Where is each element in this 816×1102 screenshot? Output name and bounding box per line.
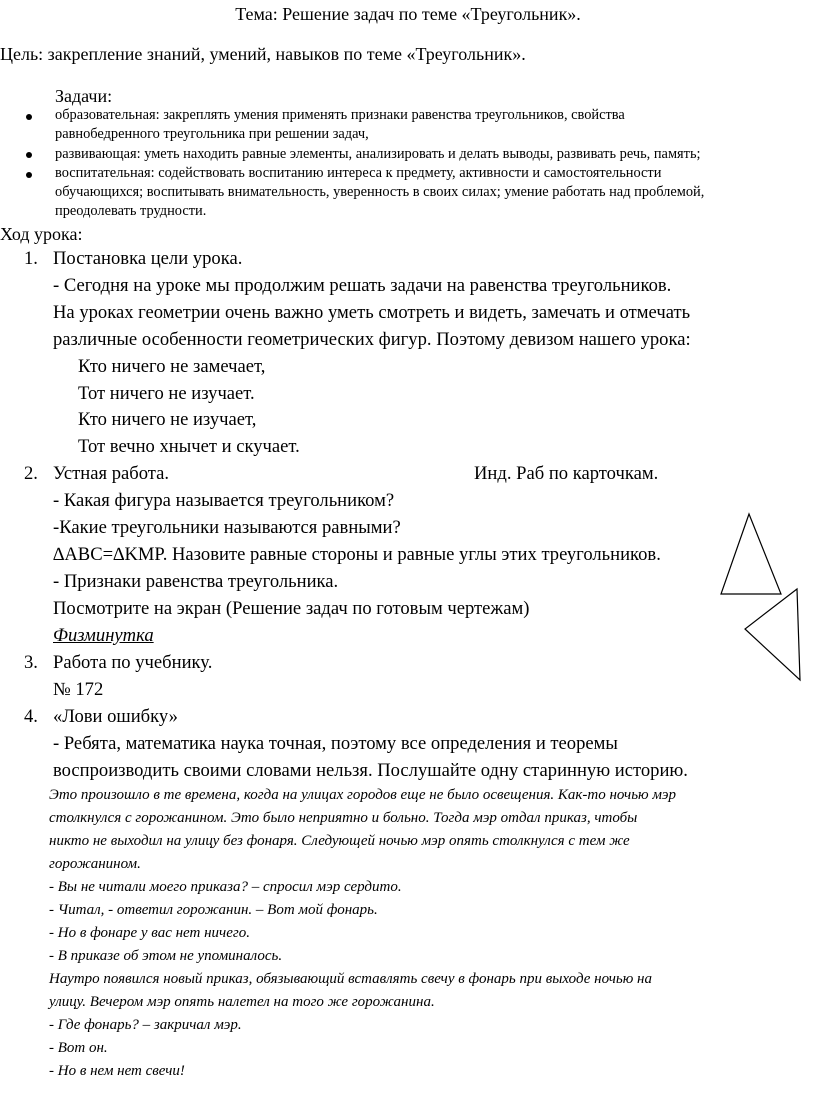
text-line: - Ребята, математика наука точная, поэтому все определения и теоремы (53, 733, 618, 754)
story-line: - Вы не читали моего приказа? – спросил мэр сердито. (49, 879, 402, 895)
poem-line: Кто ничего не замечает, (78, 356, 266, 377)
story-line: - В приказе об этом не упоминалось. (49, 948, 283, 964)
story-line: горожанином. (49, 856, 141, 872)
side-note: Инд. Раб по карточкам. (474, 463, 659, 484)
text-line: воспроизводить своими словами нельзя. Послушайте одну старинную историю. (53, 760, 688, 781)
lesson-flow-label: Ход урока: (0, 224, 83, 244)
tasks-label: Задачи: (55, 86, 113, 106)
story-line: - Читал, - ответил горожанин. – Вот мой фонарь. (49, 902, 378, 918)
story-line: столкнулся с горожанином. Это было неприятно и больно. Тогда мэр отдал приказ, чтобы (49, 810, 638, 826)
story-line: Это произошло в те времена, когда на улицах городов еще не было освещения. Как-то ночью мэр (49, 787, 677, 803)
physical-break-label: Физминутка (53, 625, 154, 646)
task-line: равнобедренного треугольника при решении задач, (55, 126, 369, 142)
text-line: Посмотрите на экран (Решение задач по готовым чертежам) (53, 598, 530, 619)
story-line: - Но в нем нет свечи! (49, 1063, 185, 1079)
story-line: - Но в фонаре у вас нет ничего. (49, 925, 250, 941)
section-heading: Устная работа. (53, 463, 170, 484)
task-line: обучающихся; воспитывать внимательность, уверенность в своих силах; умение работать над проблемой, (55, 184, 705, 200)
section-number: 1. (24, 248, 38, 269)
text-line: - Сегодня на уроке мы продолжим решать задачи на равенства треугольников. (53, 275, 672, 296)
poem-line: Тот вечно хнычет и скучает. (78, 436, 300, 457)
text-line: ∆ABC=∆KMP. Назовите равные стороны и равные углы этих треугольников. (53, 544, 661, 565)
text-line: На уроках геометрии очень важно уметь смотреть и видеть, замечать и отмечать (53, 302, 691, 323)
page-title: Тема: Решение задач по теме «Треугольник». (235, 4, 581, 24)
task-line: воспитательная: содействовать воспитанию интереса к предмету, активности и самостоятельности (55, 165, 662, 181)
task-reference: № 172 (53, 679, 104, 700)
story-line: - Вот он. (49, 1040, 108, 1056)
lesson-goal: Цель: закрепление знаний, умений, навыков по теме «Треугольник». (0, 44, 526, 64)
triangle-abc (721, 514, 781, 594)
task-line: образовательная: закреплять умения применять признаки равенства треугольников, свойства (55, 107, 625, 123)
story-line: Наутро появился новый приказ, обязывающий вставлять свечу в фонарь при выходе ночью на (49, 971, 652, 987)
text-line: - Признаки равенства треугольника. (53, 571, 339, 592)
poem-line: Тот ничего не изучает. (78, 383, 255, 404)
task-line: развивающая: уметь находить равные элементы, анализировать и делать выводы, развивать речь, память; (55, 146, 701, 162)
triangle-kmp (745, 589, 800, 680)
section-number: 2. (24, 463, 38, 484)
section-heading: Постановка цели урока. (53, 248, 243, 269)
text-line: различные особенности геометрических фигур. Поэтому девизом нашего урока: (53, 329, 691, 350)
section-heading: «Лови ошибку» (53, 706, 178, 727)
section-heading: Работа по учебнику. (53, 652, 213, 673)
section-number: 4. (24, 706, 38, 727)
text-line: - Какая фигура называется треугольником? (53, 490, 395, 511)
text-line: -Какие треугольники называются равными? (53, 517, 401, 538)
poem-line: Кто ничего не изучает, (78, 409, 257, 430)
story-line: никто не выходил на улицу без фонаря. Следующей ночью мэр опять столкнулся с тем же (49, 833, 630, 849)
story-line: - Где фонарь? – закричал мэр. (49, 1017, 242, 1033)
task-line: преодолевать трудности. (55, 203, 207, 219)
section-number: 3. (24, 652, 38, 673)
story-line: улицу. Вечером мэр опять налетел на того же горожанина. (49, 994, 435, 1010)
